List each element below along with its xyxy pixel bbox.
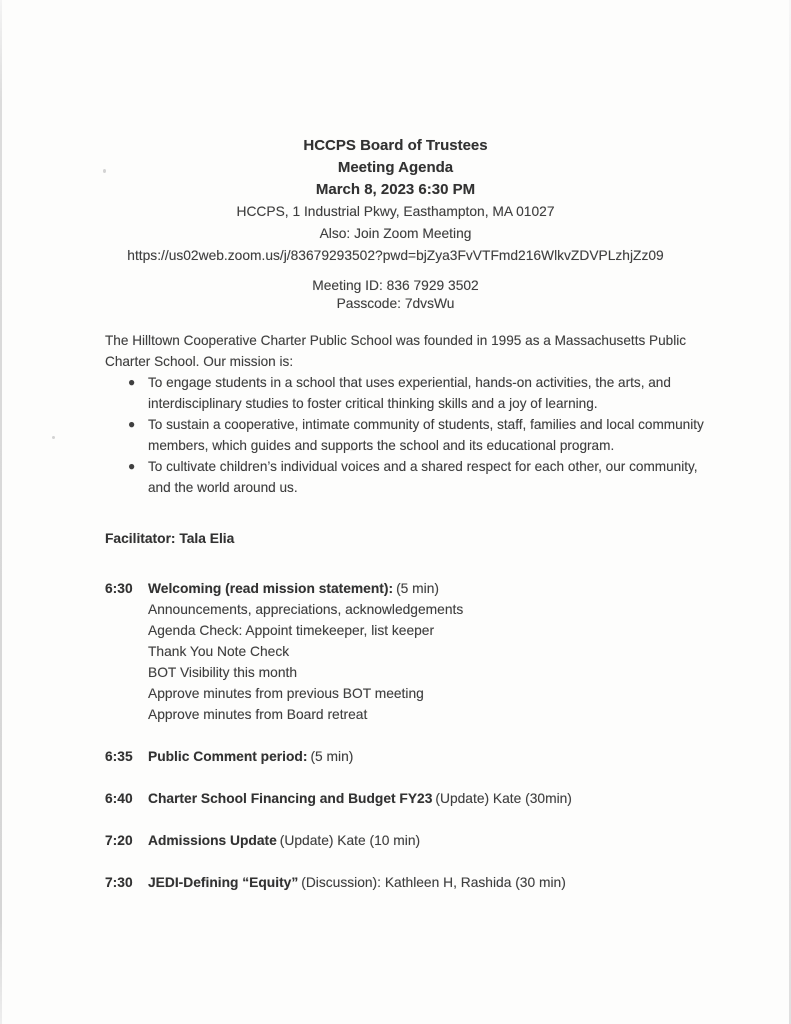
agenda-item-title: Charter School Financing and Budget FY23 [148, 791, 433, 806]
agenda-sub-item: Approve minutes from Board retreat [148, 707, 368, 722]
agenda-item-detail: (Discussion): Kathleen H, Rashida (30 min) [301, 875, 566, 890]
agenda-item-time: 6:40 [105, 791, 133, 806]
mission-bullet-text: To cultivate children’s individual voices and a shared respect for each other, our community, and the world around us. [148, 459, 698, 495]
meeting-passcode: Passcode: 7dvsWu [336, 296, 455, 311]
meeting-id: Meeting ID: 836 7929 3502 [312, 278, 479, 293]
scan-speck [52, 436, 55, 439]
facilitator-line: Facilitator: Tala Elia [105, 531, 235, 546]
agenda-sub-items [148, 599, 725, 725]
document-header [0, 135, 791, 267]
agenda-item-time: 7:30 [105, 875, 133, 890]
zoom-join-label: Also: Join Zoom Meeting [319, 226, 472, 241]
agenda-item [105, 872, 725, 893]
agenda-item-heading [148, 746, 725, 767]
agenda-sub-item: Approve minutes from previous BOT meeting [148, 686, 424, 701]
agenda-item-heading [148, 872, 725, 893]
bullet-icon: ● [128, 375, 136, 389]
mission-bullet [105, 414, 705, 456]
agenda-sub-item: Thank You Note Check [148, 644, 290, 659]
agenda-item-heading [148, 578, 725, 599]
agenda-item-content [148, 872, 725, 893]
agenda-item-detail: (Update) Kate (10 min) [279, 833, 421, 848]
agenda-item [105, 746, 725, 767]
agenda-item-content [148, 578, 725, 725]
agenda-item-detail: (Update) Kate (30min) [435, 791, 572, 806]
meeting-credentials [0, 277, 791, 313]
agenda-item-time: 6:35 [105, 749, 133, 764]
agenda-item-time: 7:20 [105, 833, 133, 848]
agenda-item-content [148, 746, 725, 767]
mission-intro: The Hilltown Cooperative Charter Public School was founded in 1995 as a Massachusetts Public Charter School. Our mission is: [105, 333, 687, 369]
agenda-sub-item: Announcements, appreciations, acknowledgements [148, 602, 464, 617]
agenda-item-title: Public Comment period: [148, 749, 308, 764]
agenda-item [105, 788, 725, 809]
agenda-sub-item: Agenda Check: Appoint timekeeper, list keeper [148, 623, 435, 638]
agenda-item-title: Welcoming (read mission statement): [148, 581, 394, 596]
mission-section [105, 330, 705, 498]
agenda-sub-item: BOT Visibility this month [148, 665, 298, 680]
mission-bullet-list [105, 372, 705, 498]
mission-bullet-text: To sustain a cooperative, intimate community of students, staff, families and local community members, which guides and supports the school and its educational program. [148, 417, 704, 453]
agenda-item-heading [148, 830, 725, 851]
bullet-icon: ● [128, 417, 136, 431]
agenda-item-detail: (5 min) [310, 749, 354, 764]
mission-bullet [105, 456, 705, 498]
meeting-location: HCCPS, 1 Industrial Pkwy, Easthampton, MA 01027 [236, 204, 555, 219]
doc-type-title: Meeting Agenda [337, 159, 454, 176]
agenda-item [105, 578, 725, 725]
agenda-item-content [148, 788, 725, 809]
agenda-item-title: JEDI-Defining “Equity” [148, 875, 299, 890]
mission-bullet-text: To engage students in a school that uses experiential, hands-on activities, the arts, and interdisciplinary studies to foster critical thinking skills and a joy of learning. [148, 375, 671, 411]
zoom-meeting-url: https://us02web.zoom.us/j/83679293502?pwd=bjZya3FvVTFmd216WlkvZDVPLzhjZz09 [127, 248, 664, 263]
mission-bullet [105, 372, 705, 414]
agenda-item-title: Admissions Update [148, 833, 277, 848]
org-title: HCCPS Board of Trustees [303, 137, 488, 154]
meeting-datetime: March 8, 2023 6:30 PM [315, 181, 476, 198]
agenda-section [105, 578, 725, 893]
agenda-item-content [148, 830, 725, 851]
agenda-item-heading [148, 788, 725, 809]
agenda-item [105, 830, 725, 851]
agenda-item-detail: (5 min) [396, 581, 440, 596]
agenda-item-time: 6:30 [105, 581, 133, 596]
bullet-icon: ● [128, 459, 136, 473]
